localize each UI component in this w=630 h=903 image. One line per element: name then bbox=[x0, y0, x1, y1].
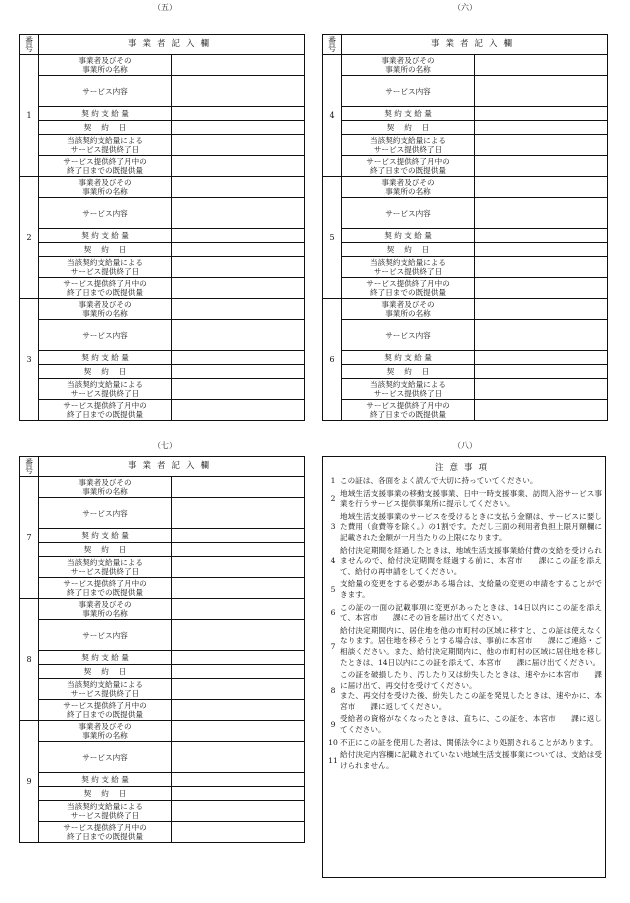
note-item bbox=[326, 603, 602, 624]
table-row bbox=[20, 320, 305, 351]
row-label-provider-name: 事業者及びその 事業所の名称 bbox=[39, 721, 172, 742]
note-text: 給付決定期間を経過したときは、地域生活支援事業給付費の支給を受けられませんので、給付決定期間を経過する前に、本宮市 課にこの証を添えて、給付の再申請をしてください。 bbox=[340, 545, 602, 576]
row-label-end-date: 当該契約支給量による サービス提供終了日 bbox=[39, 379, 172, 400]
group-number: 3 bbox=[20, 299, 39, 421]
row-label-contract-amount: 契 約 支 給 量 bbox=[39, 229, 172, 243]
row-label-service-content: サービス内容 bbox=[39, 742, 172, 773]
row-label-contract-date: 契 約 日 bbox=[342, 243, 475, 257]
row-label-end-date: 当該契約支給量による サービス提供終了日 bbox=[39, 257, 172, 278]
row-label-end-date: 当該契約支給量による サービス提供終了日 bbox=[39, 135, 172, 156]
panel-label-5: （五） bbox=[153, 3, 177, 12]
note-item bbox=[326, 489, 602, 510]
note-item bbox=[326, 512, 602, 544]
value-field-service-content[interactable] bbox=[172, 76, 305, 107]
value-field-provided-amount[interactable] bbox=[172, 400, 305, 421]
row-label-provided-amount: サービス提供終了月中の 終了日までの既提供量 bbox=[39, 578, 172, 599]
note-item bbox=[326, 579, 602, 600]
row-label-end-date: 当該契約支給量による サービス提供終了日 bbox=[39, 679, 172, 700]
table-row bbox=[20, 721, 305, 742]
note-number: 11 bbox=[328, 755, 338, 765]
row-label-provider-name: 事業者及びその 事業所の名称 bbox=[39, 599, 172, 620]
row-label-contract-amount: 契 約 支 給 量 bbox=[39, 651, 172, 665]
table-row bbox=[20, 822, 305, 843]
group-number: 2 bbox=[20, 177, 39, 299]
notes-panel bbox=[322, 456, 606, 878]
table-row bbox=[323, 320, 608, 351]
value-field-contract-date[interactable] bbox=[172, 543, 305, 557]
row-label-contract-date: 契 約 日 bbox=[39, 243, 172, 257]
row-label-service-content: サービス内容 bbox=[39, 320, 172, 351]
table-row bbox=[20, 107, 305, 121]
group-number: 9 bbox=[20, 721, 39, 843]
table-row bbox=[20, 121, 305, 135]
value-field-contract-amount[interactable] bbox=[172, 229, 305, 243]
value-field-end-date[interactable] bbox=[172, 557, 305, 578]
row-label-contract-amount: 契 約 支 給 量 bbox=[342, 351, 475, 365]
value-field-contract-date[interactable] bbox=[172, 365, 305, 379]
row-label-provided-amount: サービス提供終了月中の 終了日までの既提供量 bbox=[39, 156, 172, 177]
value-field-contract-amount[interactable] bbox=[475, 351, 608, 365]
group-number: 4 bbox=[323, 55, 342, 177]
row-label-end-date: 当該契約支給量による サービス提供終了日 bbox=[39, 557, 172, 578]
value-field-provider-name[interactable] bbox=[172, 599, 305, 620]
note-item bbox=[326, 738, 602, 749]
note-item bbox=[326, 626, 602, 668]
table-row bbox=[20, 477, 305, 498]
value-field-contract-amount[interactable] bbox=[172, 351, 305, 365]
row-label-contract-date: 契 約 日 bbox=[39, 121, 172, 135]
note-item bbox=[326, 714, 602, 735]
value-field-contract-amount[interactable] bbox=[475, 229, 608, 243]
table-row bbox=[20, 557, 305, 578]
row-label-end-date: 当該契約支給量による サービス提供終了日 bbox=[39, 801, 172, 822]
row-label-service-content: サービス内容 bbox=[342, 198, 475, 229]
table-row bbox=[323, 365, 608, 379]
table-row bbox=[323, 351, 608, 365]
table-row bbox=[20, 400, 305, 421]
group-number: 8 bbox=[20, 599, 39, 721]
value-field-provided-amount[interactable] bbox=[172, 700, 305, 721]
value-field-provided-amount[interactable] bbox=[172, 578, 305, 599]
value-field-end-date[interactable] bbox=[475, 257, 608, 278]
table-row bbox=[20, 801, 305, 822]
table-row bbox=[20, 177, 305, 198]
table-row bbox=[323, 107, 608, 121]
value-field-provided-amount[interactable] bbox=[475, 400, 608, 421]
value-field-end-date[interactable] bbox=[172, 135, 305, 156]
number-header: 番 号 bbox=[323, 35, 342, 55]
note-text: この証の一面の記載事項に変更があったときは、14日以内にこの証を添えて、本宮市 課にその旨を届け出てください。 bbox=[340, 602, 602, 623]
note-text: 給付決定内容欄に記載されていない地域生活支援事業については、支給は受けられません。 bbox=[340, 750, 602, 770]
table-row bbox=[20, 198, 305, 229]
table-row bbox=[323, 299, 608, 320]
table-row bbox=[323, 379, 608, 400]
notes-list bbox=[323, 476, 605, 771]
row-label-provider-name: 事業者及びその 事業所の名称 bbox=[39, 55, 172, 76]
value-field-contract-amount[interactable] bbox=[172, 529, 305, 543]
group-number: 5 bbox=[323, 177, 342, 299]
note-number: 3 bbox=[330, 522, 336, 532]
note-item bbox=[326, 476, 602, 487]
table-row bbox=[323, 278, 608, 299]
note-number: 6 bbox=[330, 607, 336, 617]
table-row bbox=[20, 529, 305, 543]
value-field-end-date[interactable] bbox=[172, 801, 305, 822]
row-label-provided-amount: サービス提供終了月中の 終了日までの既提供量 bbox=[342, 400, 475, 421]
table-row bbox=[20, 379, 305, 400]
note-text: この証は、各面をよく読んで大切に持っていてください。 bbox=[340, 476, 538, 485]
note-text: この証を破損したり、汚したり又は紛失したときは、速やかに本宮市 課に届け出て、再交付を受けてください。 また、再交付を受けた後、紛失したこの証を発見したときは、速やかに、本宮市 課に返してください。 bbox=[340, 670, 602, 711]
table-row bbox=[323, 229, 608, 243]
value-field-service-content[interactable] bbox=[172, 620, 305, 651]
row-label-contract-date: 契 約 日 bbox=[342, 121, 475, 135]
value-field-end-date[interactable] bbox=[172, 257, 305, 278]
row-label-service-content: サービス内容 bbox=[39, 198, 172, 229]
record-table-6 bbox=[322, 34, 608, 421]
value-field-provided-amount[interactable] bbox=[172, 156, 305, 177]
value-field-provided-amount[interactable] bbox=[475, 156, 608, 177]
row-label-contract-amount: 契 約 支 給 量 bbox=[39, 773, 172, 787]
value-field-contract-date[interactable] bbox=[172, 243, 305, 257]
table-row bbox=[20, 229, 305, 243]
row-label-contract-amount: 契 約 支 給 量 bbox=[39, 351, 172, 365]
table-row bbox=[323, 55, 608, 76]
table-title: 事業者記入欄 bbox=[39, 457, 305, 477]
value-field-end-date[interactable] bbox=[172, 679, 305, 700]
value-field-provider-name[interactable] bbox=[172, 477, 305, 498]
number-header: 番 号 bbox=[20, 457, 39, 477]
row-label-service-content: サービス内容 bbox=[342, 320, 475, 351]
table-title: 事業者記入欄 bbox=[39, 35, 305, 55]
value-field-provider-name[interactable] bbox=[475, 177, 608, 198]
notes-title: 注意事項 bbox=[434, 463, 493, 473]
value-field-contract-date[interactable] bbox=[475, 121, 608, 135]
record-table-7 bbox=[19, 456, 305, 843]
table-row bbox=[20, 299, 305, 320]
row-label-provided-amount: サービス提供終了月中の 終了日までの既提供量 bbox=[39, 822, 172, 843]
table-row bbox=[323, 76, 608, 107]
value-field-contract-amount[interactable] bbox=[475, 107, 608, 121]
row-label-provided-amount: サービス提供終了月中の 終了日までの既提供量 bbox=[342, 278, 475, 299]
note-number: 5 bbox=[330, 584, 336, 594]
row-label-contract-date: 契 約 日 bbox=[39, 787, 172, 801]
value-field-provided-amount[interactable] bbox=[172, 278, 305, 299]
table-row bbox=[20, 156, 305, 177]
panel-label-6: （六） bbox=[453, 3, 477, 12]
value-field-provider-name[interactable] bbox=[172, 299, 305, 320]
table-row bbox=[323, 198, 608, 229]
value-field-service-content[interactable] bbox=[475, 198, 608, 229]
row-label-provided-amount: サービス提供終了月中の 終了日までの既提供量 bbox=[39, 400, 172, 421]
value-field-service-content[interactable] bbox=[172, 198, 305, 229]
table-row bbox=[20, 76, 305, 107]
row-label-end-date: 当該契約支給量による サービス提供終了日 bbox=[342, 257, 475, 278]
table-row bbox=[20, 243, 305, 257]
value-field-contract-date[interactable] bbox=[475, 365, 608, 379]
row-label-service-content: サービス内容 bbox=[39, 76, 172, 107]
table-row bbox=[20, 599, 305, 620]
note-item bbox=[326, 670, 602, 712]
group-number: 7 bbox=[20, 477, 39, 599]
value-field-contract-date[interactable] bbox=[172, 665, 305, 679]
value-field-provided-amount[interactable] bbox=[475, 278, 608, 299]
record-table-5 bbox=[19, 34, 305, 421]
number-header: 番 号 bbox=[20, 35, 39, 55]
value-field-service-content[interactable] bbox=[172, 498, 305, 529]
row-label-provider-name: 事業者及びその 事業所の名称 bbox=[39, 177, 172, 198]
table-row bbox=[20, 787, 305, 801]
row-label-provided-amount: サービス提供終了月中の 終了日までの既提供量 bbox=[39, 278, 172, 299]
value-field-provider-name[interactable] bbox=[475, 55, 608, 76]
row-label-service-content: サービス内容 bbox=[342, 76, 475, 107]
note-number: 7 bbox=[330, 641, 336, 651]
note-number: 2 bbox=[330, 493, 336, 503]
row-label-contract-amount: 契 約 支 給 量 bbox=[342, 229, 475, 243]
value-field-service-content[interactable] bbox=[172, 742, 305, 773]
table-title: 事業者記入欄 bbox=[342, 35, 608, 55]
row-label-provided-amount: サービス提供終了月中の 終了日までの既提供量 bbox=[342, 156, 475, 177]
value-field-service-content[interactable] bbox=[172, 320, 305, 351]
table-row bbox=[20, 55, 305, 76]
table-row bbox=[20, 257, 305, 278]
table-row bbox=[323, 177, 608, 198]
row-label-service-content: サービス内容 bbox=[39, 620, 172, 651]
row-label-provider-name: 事業者及びその 事業所の名称 bbox=[342, 299, 475, 320]
value-field-contract-amount[interactable] bbox=[172, 651, 305, 665]
value-field-provider-name[interactable] bbox=[172, 721, 305, 742]
note-text: 地域生活支援事業の移動支援事業、日中一時支援事業、訪問入浴サービス事業を行うサービス提供事業所に提示してください。 bbox=[340, 488, 602, 509]
table-row bbox=[20, 278, 305, 299]
row-label-service-content: サービス内容 bbox=[39, 498, 172, 529]
value-field-contract-amount[interactable] bbox=[172, 773, 305, 787]
value-field-end-date[interactable] bbox=[475, 135, 608, 156]
row-label-end-date: 当該契約支給量による サービス提供終了日 bbox=[342, 379, 475, 400]
table-row bbox=[323, 243, 608, 257]
note-number: 10 bbox=[328, 737, 338, 747]
note-text: 不正にこの証を使用した者は、関係法令により処罰されることがあります。 bbox=[340, 737, 598, 747]
table-row bbox=[20, 700, 305, 721]
table-row bbox=[20, 498, 305, 529]
row-label-contract-date: 契 約 日 bbox=[39, 365, 172, 379]
panel-label-7: （七） bbox=[153, 441, 177, 450]
row-label-contract-amount: 契 約 支 給 量 bbox=[342, 107, 475, 121]
value-field-provider-name[interactable] bbox=[172, 55, 305, 76]
row-label-contract-date: 契 約 日 bbox=[39, 543, 172, 557]
table-row bbox=[20, 365, 305, 379]
note-number: 1 bbox=[330, 476, 336, 485]
table-row bbox=[20, 742, 305, 773]
note-text: 受給者の資格がなくなったときは、直ちに、この証を、本宮市 課に返してください。 bbox=[340, 714, 602, 735]
table-row bbox=[20, 665, 305, 679]
value-field-contract-date[interactable] bbox=[172, 787, 305, 801]
group-number: 6 bbox=[323, 299, 342, 421]
table-row bbox=[20, 578, 305, 599]
table-row bbox=[20, 135, 305, 156]
value-field-contract-date[interactable] bbox=[475, 243, 608, 257]
value-field-end-date[interactable] bbox=[475, 379, 608, 400]
note-item bbox=[326, 546, 602, 578]
note-number: 4 bbox=[330, 556, 336, 566]
table-row bbox=[20, 620, 305, 651]
table-row bbox=[323, 400, 608, 421]
row-label-contract-amount: 契 約 支 給 量 bbox=[39, 107, 172, 121]
value-field-provider-name[interactable] bbox=[172, 177, 305, 198]
panel-label-8: （八） bbox=[453, 441, 477, 450]
value-field-end-date[interactable] bbox=[172, 379, 305, 400]
row-label-provider-name: 事業者及びその 事業所の名称 bbox=[342, 177, 475, 198]
note-text: 給付決定期間内に、居住地を他の市町村の区域に移すと、この証は使えなくなります。居住地を移そうとする場合は、事前に本宮市 課にご連絡・ご相談ください。また、給付決定期間内に、他の市町村の区域に居住地を移したときは、14日以内にこの証を添えて、本宮市 課に届け出てください。 bbox=[340, 625, 602, 667]
value-field-provider-name[interactable] bbox=[475, 299, 608, 320]
group-number: 1 bbox=[20, 55, 39, 177]
note-number: 9 bbox=[330, 719, 336, 729]
table-row bbox=[20, 773, 305, 787]
row-label-provider-name: 事業者及びその 事業所の名称 bbox=[39, 477, 172, 498]
note-number: 8 bbox=[330, 685, 336, 695]
row-label-contract-date: 契 約 日 bbox=[342, 365, 475, 379]
value-field-contract-date[interactable] bbox=[172, 121, 305, 135]
row-label-end-date: 当該契約支給量による サービス提供終了日 bbox=[342, 135, 475, 156]
table-row bbox=[20, 543, 305, 557]
table-row bbox=[323, 257, 608, 278]
value-field-service-content[interactable] bbox=[475, 320, 608, 351]
note-text: 支給量の変更をする必要がある場合は、支給量の変更の申請をすることができます。 bbox=[340, 579, 602, 599]
table-row bbox=[323, 135, 608, 156]
row-label-contract-date: 契 約 日 bbox=[39, 665, 172, 679]
value-field-provided-amount[interactable] bbox=[172, 822, 305, 843]
row-label-contract-amount: 契 約 支 給 量 bbox=[39, 529, 172, 543]
table-row bbox=[20, 351, 305, 365]
row-label-provider-name: 事業者及びその 事業所の名称 bbox=[39, 299, 172, 320]
table-row bbox=[323, 156, 608, 177]
table-row bbox=[323, 121, 608, 135]
value-field-service-content[interactable] bbox=[475, 76, 608, 107]
row-label-provider-name: 事業者及びその 事業所の名称 bbox=[342, 55, 475, 76]
table-row bbox=[20, 651, 305, 665]
note-item bbox=[326, 750, 602, 771]
row-label-provided-amount: サービス提供終了月中の 終了日までの既提供量 bbox=[39, 700, 172, 721]
note-text: 地域生活支援事業のサービスを受けるときに支払う金額は、サービスに要した費用（食費等を除く。）の1割です。ただし三面の利用者負担上限月額欄に記載された金額が一月当たりの上限になります。 bbox=[340, 511, 602, 542]
table-row bbox=[20, 679, 305, 700]
value-field-contract-amount[interactable] bbox=[172, 107, 305, 121]
